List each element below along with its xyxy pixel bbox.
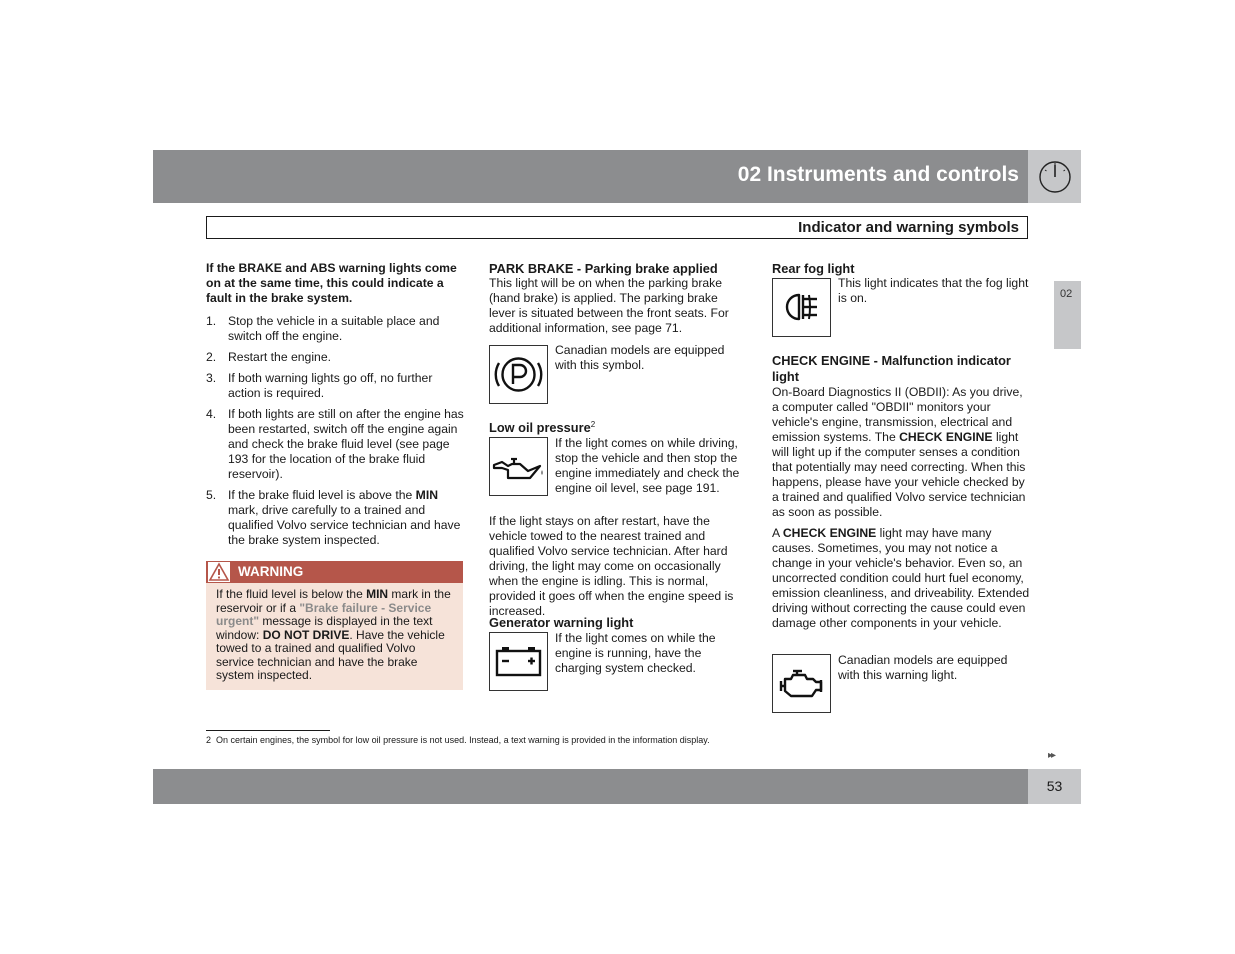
column-brake: [206, 261, 464, 554]
list-item: 4. If both lights are still on after the engine has been restarted, switch off the engine again and check the brake fluid level (see page 193 for the location of the brake fluid reservoir).: [206, 407, 464, 481]
section-title-box: [206, 216, 1028, 239]
park-brake-heading: PARK BRAKE - Parking brake applied: [489, 261, 718, 276]
warning-text: If the fluid level is below the MIN mark in the reservoir or if a "Brake failure - Service urgent" message is displayed in the text window: DO NOT DRIVE. Have the vehicle towed to a trained and qualified Volvo service technician and have the brake system inspected.: [216, 587, 451, 682]
column-park-oil-generator: [489, 261, 747, 336]
footer-bar: [153, 769, 1028, 804]
warning-box: [206, 561, 463, 690]
park-brake-text: This light will be on when the parking brake (hand brake) is applied. The parking brake lever is situated between the front seats. For additional information, see page 71.: [489, 276, 729, 335]
list-item: 2. Restart the engine.: [206, 350, 331, 364]
oil-heading-wrap: [489, 420, 747, 436]
generator-heading: Generator warning light: [489, 615, 634, 630]
park-brake-caption: Canadian models are equipped with this symbol.: [555, 343, 725, 372]
list-item: 3. If both warning lights go off, no further action is required.: [206, 371, 433, 400]
section-title: Indicator and warning symbols: [798, 219, 1019, 236]
engine-icon: [772, 654, 831, 713]
brake-steps-list: [206, 314, 464, 548]
brake-abs-intro: If the BRAKE and ABS warning lights come on at the same time, this could indicate a fault in the brake system.: [206, 261, 457, 305]
parking-brake-icon: [489, 345, 548, 404]
oil-pressure-heading: Low oil pressure: [489, 420, 591, 435]
oil-pressure-caption: If the light comes on while driving, stop the vehicle and then stop the engine immediately and check the engine oil level, see page 191.: [555, 436, 740, 495]
chapter-title: 02 Instruments and controls: [737, 163, 1019, 186]
fog-caption: This light indicates that the fog light is on.: [838, 276, 1029, 305]
side-tab-label: 02: [1060, 288, 1073, 300]
warning-triangle-icon: [208, 562, 230, 582]
continue-arrows-icon: ▸▸: [1048, 750, 1055, 761]
page-number: 53: [1046, 778, 1063, 794]
check-engine-heading: CHECK ENGINE - Malfunction indicator light: [772, 353, 1011, 384]
gauge-icon: [1028, 150, 1081, 203]
oil-pressure-text: If the light stays on after restart, have the vehicle towed to the nearest trained and qualified Volvo service technician. After hard driving, the light may come on occasionally when the engine is idling. This is normal, provided it goes off when the engine speed is increased.: [489, 514, 734, 618]
check-engine-text-2: A CHECK ENGINE light may have many causes. Sometimes, you may not notice a change in your vehicle's behavior. Even so, an uncorrected condition could hurt fuel economy, emission cleanliness, and driveability. Extended driving without correcting the cause could even damage other components in your vehicle.: [772, 526, 1030, 630]
generator-caption: If the light comes on while the engine is running, have the charging system checked.: [555, 631, 716, 675]
warning-label: WARNING: [238, 564, 304, 579]
footnote: 2 On certain engines, the symbol for low oil pressure is not used. Instead, a text warning is provided in the information display.: [206, 735, 710, 745]
battery-icon: [489, 632, 548, 691]
check-engine-section: [772, 353, 1030, 631]
list-item: 5. If the brake fluid level is above the MIN mark, drive carefully to a trained and qualified Volvo service technician and have the brake system inspected.: [206, 488, 461, 547]
chapter-side-tab: [1054, 281, 1081, 349]
list-item: 1. Stop the vehicle in a suitable place and switch off the engine.: [206, 314, 440, 343]
warning-header: [206, 561, 463, 583]
rear-fog-light-icon: [772, 278, 831, 337]
check-engine-caption: Canadian models are equipped with this warning light.: [838, 653, 1008, 682]
oil-can-icon: [489, 437, 548, 496]
footnote-ref: 2: [590, 419, 596, 429]
chapter-icon-box: [1028, 150, 1081, 203]
check-engine-text-1: On-Board Diagnostics II (OBDII): As you drive, a computer called "OBDII" monitors your vehicle's engine, transmission, electrical and emission systems. The CHECK ENGINE light will light up if the computer senses a condition that potentially may need correcting. When this happens, please have your vehicle checked by a trained and qualified Volvo service technician as soon as possible.: [772, 385, 1026, 519]
fog-heading: Rear fog light: [772, 261, 855, 276]
page-number-box: [1028, 769, 1081, 804]
footnote-divider: [206, 730, 330, 731]
